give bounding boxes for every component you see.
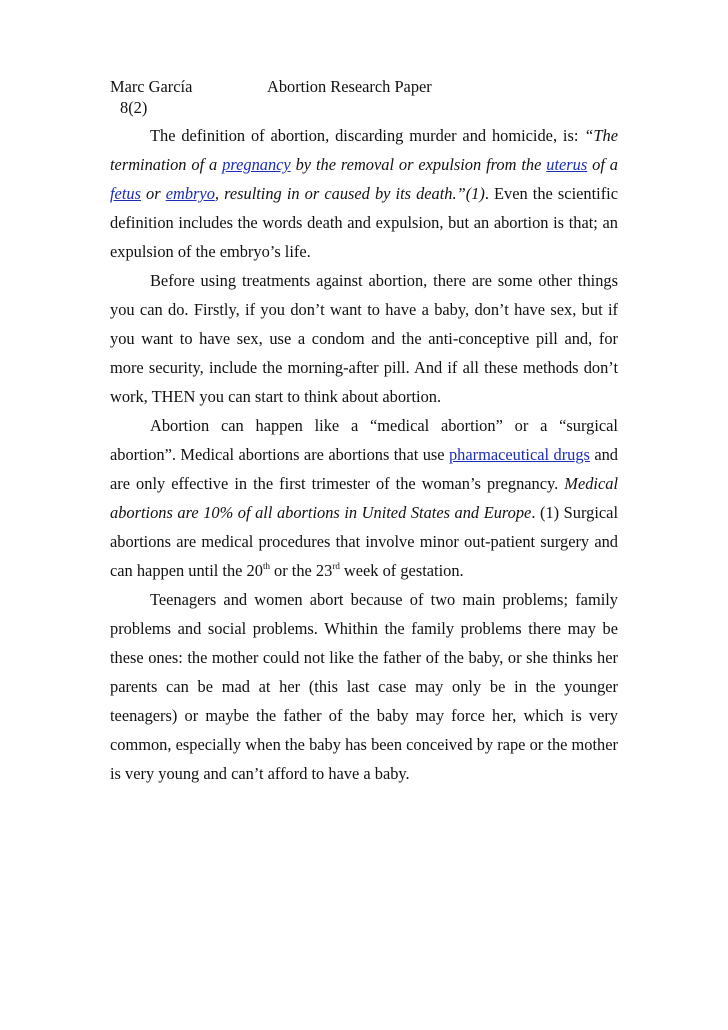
running-header (110, 76, 618, 118)
paper-title: Abortion Research Paper (267, 77, 432, 96)
body-text: week of gestation. (339, 561, 464, 580)
quoted-text: Medical abortions are 10% of all abortions in United States and Europe (110, 474, 618, 522)
body-text: Teenagers and women abort because of two main problems; family problems and social problems. Whithin the family problems there may be these ones: the mother could not like the father of the baby, or she thinks her parents can be mad at her (this last case may only be in the younger teenagers) or maybe the father of the baby may force her, which is very common, especially when the baby has been conceived by rape or the mother is very young and can’t afford to have a baby. (110, 590, 618, 783)
quoted-text: of a (587, 155, 619, 174)
hyperlink-uterus[interactable]: uterus (546, 155, 588, 174)
page-number: 8(2) (120, 98, 148, 117)
body-text: Abortion can happen like a “medical abortion” or a “surgical abortion”. Medical abortions are abortions that use (110, 416, 618, 464)
body-text: and are only effective in the first trimester of the woman’s pregnancy. (110, 445, 618, 493)
paragraph-reasons (110, 585, 618, 788)
quoted-text: “The termination of a (110, 126, 618, 174)
paragraph-prevention (110, 266, 618, 411)
body-text: or the 23 (269, 561, 333, 580)
hyperlink-fetus[interactable]: fetus (110, 184, 141, 203)
quoted-text: by the removal or expulsion from the (290, 155, 547, 174)
quoted-text: , resulting in or caused by its death.”(1) (214, 184, 485, 203)
hyperlink-pharmaceutical-drugs[interactable]: pharmaceutical drugs (448, 445, 590, 464)
ordinal-suffix: th (262, 561, 270, 571)
quoted-text: or (140, 184, 166, 203)
paragraph-abortion-types (110, 411, 618, 585)
body-text: The definition of abortion, discarding murder and homicide, is: (150, 126, 585, 145)
paper-body (110, 121, 618, 788)
paper-content (110, 76, 618, 788)
hyperlink-pregnancy[interactable]: pregnancy (222, 155, 291, 174)
body-text: . (1) Surgical abortions are medical procedures that involve minor out-patient surgery and can happen until the 20 (110, 503, 618, 580)
body-text: Before using treatments against abortion, there are some other things you can do. Firstly, if you don’t want to have a baby, don’t have sex, but if you want to have sex, use a condom and the anti-conceptive pill and, for more security, include the morning-after pill. And if all these methods don’t work, THEN you can start to think about abortion. (110, 271, 618, 406)
ordinal-suffix: rd (332, 561, 340, 571)
paragraph-definition (110, 121, 618, 266)
body-text: . Even the scientific definition includes the words death and expulsion, but an abortion is that; an expulsion of the embryo’s life. (110, 184, 618, 261)
hyperlink-embryo[interactable]: embryo (165, 184, 215, 203)
author-name: Marc García (110, 77, 193, 96)
